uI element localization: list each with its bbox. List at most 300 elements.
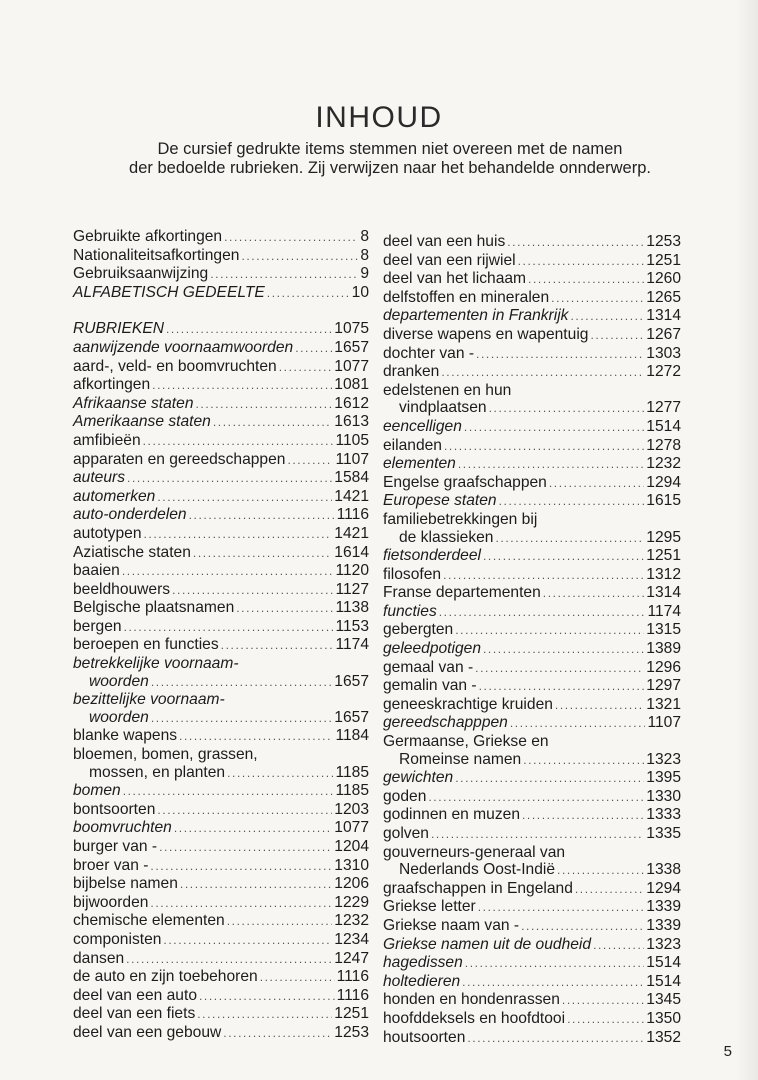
dot-leader: [483, 548, 644, 566]
toc-entry-label: deel van een auto: [73, 986, 197, 1004]
dot-leader: [193, 545, 332, 563]
toc-entry-page: 8: [360, 228, 369, 245]
toc-entry[interactable]: [383, 307, 681, 326]
toc-entry[interactable]: [73, 413, 369, 432]
toc-entry-page: 1234: [334, 930, 369, 948]
toc-entry-page: 1267: [646, 325, 681, 343]
toc-entry-label: Nederlands Oost-Indië: [399, 861, 556, 879]
toc-entry[interactable]: [73, 987, 369, 1006]
toc-entry[interactable]: [383, 806, 681, 825]
toc-gap: [73, 302, 369, 320]
toc-entry-page: 1350: [646, 1009, 681, 1027]
dot-leader: [567, 1011, 644, 1029]
toc-entry-label: houtsoorten: [383, 1028, 466, 1046]
toc-entry-label: deel van een gebouw: [73, 1023, 222, 1041]
toc-entry[interactable]: [383, 991, 681, 1010]
toc-entry[interactable]: [73, 395, 369, 414]
toc-entry-label: hagedissen: [383, 954, 463, 972]
toc-entry[interactable]: [73, 599, 369, 618]
toc-entry-label: gemalin van -: [383, 677, 477, 695]
dot-leader: [260, 969, 335, 987]
toc-entry-label: filosofen: [383, 565, 442, 583]
toc-entry-first-line: familiebetrekkingen bij: [383, 510, 538, 528]
toc-entry[interactable]: [383, 382, 681, 418]
toc-entry-label: automerken: [73, 487, 156, 505]
toc-entry-page: 1335: [646, 825, 681, 842]
toc-entry-label: bomen: [73, 782, 121, 800]
dot-leader: [478, 899, 645, 917]
toc-entry-page: 1315: [646, 621, 681, 639]
toc-entry-page: 1107: [335, 450, 369, 468]
toc-entry[interactable]: [383, 769, 681, 788]
toc-entry-page: 1229: [334, 893, 369, 911]
dot-leader: [475, 660, 644, 678]
dot-leader: [455, 622, 644, 640]
toc-entry-label: dranken: [383, 363, 440, 381]
toc-entry[interactable]: [73, 1024, 369, 1043]
toc-entry[interactable]: [383, 437, 681, 456]
toc-entry-page: 1251: [646, 251, 681, 269]
dot-leader: [172, 582, 333, 600]
toc-entry-page: 1251: [646, 547, 681, 565]
toc-entry[interactable]: [73, 469, 369, 488]
dot-leader: [555, 697, 644, 715]
dot-leader: [593, 937, 644, 955]
dot-leader: [166, 321, 332, 339]
toc-entry-page: 1204: [334, 838, 369, 855]
toc-entry[interactable]: [383, 1029, 681, 1048]
toc-entry[interactable]: [73, 451, 369, 470]
toc-entry-label: auto-onderdelen: [73, 506, 187, 524]
toc-entry-label: Afrikaanse staten: [73, 394, 194, 412]
dot-leader: [479, 678, 645, 696]
dot-leader: [157, 802, 332, 820]
toc-entry-label: woorden: [89, 672, 149, 690]
toc-entry-page: 1277: [646, 399, 681, 417]
toc-entry[interactable]: [383, 363, 681, 382]
toc-entry-label: Romeinse namen: [399, 750, 522, 768]
toc-entry-label: afkortingen: [73, 376, 151, 394]
toc-entry[interactable]: [73, 746, 369, 782]
intro-text: [80, 140, 700, 178]
toc-entry[interactable]: [73, 691, 369, 727]
toc-entry[interactable]: [383, 474, 681, 493]
toc-entry-label: baaien: [73, 562, 120, 580]
toc-entry-page: 1116: [336, 968, 369, 986]
dot-leader: [179, 728, 333, 746]
toc-entry-label: gebergten: [383, 621, 454, 639]
toc-entry[interactable]: [383, 677, 681, 696]
toc-entry[interactable]: [383, 270, 681, 289]
dot-leader: [523, 752, 644, 770]
toc-entry-label: goden: [383, 787, 427, 805]
toc-entry[interactable]: [73, 950, 369, 969]
toc-entry-page: 1295: [646, 528, 681, 546]
toc-entry-label: auteurs: [73, 469, 126, 487]
toc-entry-label: Aziatische staten: [73, 543, 191, 561]
toc-entry[interactable]: [73, 838, 369, 857]
toc-entry-page: 1174: [335, 636, 369, 654]
dot-leader: [199, 988, 335, 1006]
toc-entry-page: 1389: [646, 640, 681, 658]
toc-entry-page: 1321: [646, 695, 681, 713]
dot-leader: [213, 414, 332, 432]
dot-leader: [528, 271, 644, 289]
toc-entry[interactable]: [73, 562, 369, 581]
toc-entry-label: ALFABETISCH GEDEELTE: [73, 283, 265, 301]
toc-entry-page: 1138: [335, 599, 369, 617]
toc-entry-page: 1265: [646, 288, 681, 306]
dot-leader: [521, 918, 644, 936]
toc-entry[interactable]: [73, 488, 369, 507]
toc-entry-label: bijwoorden: [73, 893, 149, 911]
dot-leader: [196, 396, 333, 414]
toc-entry[interactable]: [383, 492, 681, 511]
toc-entry-page: 1077: [334, 357, 369, 375]
toc-entry-page: 10: [351, 283, 369, 301]
toc-entry[interactable]: [73, 376, 369, 395]
dot-leader: [467, 1030, 644, 1048]
toc-entry[interactable]: [73, 819, 369, 838]
toc-entry-label: dochter van -: [383, 344, 475, 362]
toc-entry-page: 1253: [646, 233, 681, 250]
toc-entry-page: 1514: [646, 972, 681, 990]
toc-right-column: [383, 233, 681, 1047]
toc-entry[interactable]: [383, 252, 681, 271]
toc-entry-label: Nationaliteitsafkortingen: [73, 246, 240, 264]
toc-entry-label: bergen: [73, 617, 122, 635]
toc-entry-label: godinnen en muzen: [383, 806, 520, 824]
toc-entry-label: Gebruiksaanwijzing: [73, 265, 209, 283]
dot-leader: [543, 585, 645, 603]
toc-entry-page: 1314: [646, 584, 681, 602]
toc-entry-first-line: betrekkelijke voornaam-: [73, 655, 239, 673]
toc-entry-page: 1395: [646, 769, 681, 787]
toc-entry-label: deel van het lichaam: [383, 270, 527, 288]
toc-entry[interactable]: [73, 875, 369, 894]
toc-entry-page: 1116: [336, 506, 369, 524]
page-title: INHOUD: [315, 101, 443, 134]
toc-entry-page: 1206: [334, 875, 369, 893]
toc-entry-page: 1278: [646, 436, 681, 454]
toc-entry-label: broer van -: [73, 856, 149, 874]
toc-entry-label: mossen, en planten: [89, 763, 226, 781]
toc-entry[interactable]: [383, 733, 681, 769]
toc-entry-page: 1614: [334, 543, 369, 561]
dot-leader: [441, 364, 644, 382]
toc-entry-label: deel van een huis: [383, 233, 506, 250]
toc-entry-label: golven: [383, 825, 429, 842]
toc-entry-page: 1657: [334, 708, 369, 726]
intro-line: De cursief gedrukte items stemmen niet overeen met de namen: [157, 140, 623, 158]
toc-entry-page: 9: [360, 265, 369, 283]
toc-entry-page: 1081: [334, 376, 369, 394]
toc-entry-label: functies: [383, 602, 437, 620]
toc-entry[interactable]: [383, 954, 681, 973]
toc-entry-label: bontsoorten: [73, 800, 156, 818]
toc-entry-page: 1174: [647, 602, 681, 620]
toc-entry-page: 8: [360, 246, 369, 264]
toc-entry[interactable]: [73, 857, 369, 876]
toc-entry-label: honden en hondenrassen: [383, 991, 560, 1009]
toc-entry-page: 1294: [646, 473, 681, 491]
toc-entry-label: deel van een rijwiel: [383, 251, 516, 269]
dot-leader: [180, 876, 332, 894]
toc-entry-label: eilanden: [383, 436, 442, 454]
toc-entry-page: 1184: [335, 727, 369, 745]
toc-entry-label: Griekse letter: [383, 898, 476, 916]
toc-entry-page: 1657: [334, 338, 369, 356]
dot-leader: [224, 229, 358, 247]
toc-entry-label: delfstoffen en mineralen: [383, 288, 550, 306]
dot-leader: [236, 600, 333, 618]
toc-entry-label: departementen in Frankrijk: [383, 307, 569, 325]
dot-leader: [458, 456, 644, 474]
dot-leader: [465, 955, 645, 973]
toc-entry[interactable]: [73, 1005, 369, 1024]
dot-leader: [439, 604, 646, 622]
toc-entry[interactable]: [73, 358, 369, 377]
toc-entry-page: 1185: [335, 782, 369, 800]
toc-entry[interactable]: [383, 844, 681, 880]
toc-entry[interactable]: [73, 581, 369, 600]
dot-leader: [163, 932, 332, 950]
toc-entry-page: 1075: [334, 320, 369, 338]
toc-entry-label: Europese staten: [383, 492, 497, 510]
toc-entry[interactable]: [73, 931, 369, 950]
toc-entry[interactable]: [73, 894, 369, 913]
toc-entry-page: 1613: [334, 413, 369, 431]
toc-entry-label: diverse wapens en wapentuig: [383, 325, 589, 343]
toc-entry-label: Griekse naam van -: [383, 916, 520, 934]
toc-entry[interactable]: [73, 432, 369, 451]
toc-entry[interactable]: [73, 655, 369, 691]
toc-entry[interactable]: [383, 566, 681, 585]
toc-entry[interactable]: [73, 247, 369, 266]
toc-entry[interactable]: [73, 320, 369, 339]
toc-entry-page: 1339: [646, 898, 681, 916]
toc-entry[interactable]: [383, 788, 681, 807]
toc-entry[interactable]: [73, 544, 369, 563]
dot-leader: [549, 475, 644, 493]
toc-entry-page: 1120: [335, 562, 369, 580]
dot-leader: [152, 377, 332, 395]
toc-entry-page: 1203: [334, 800, 369, 818]
dot-leader: [150, 895, 332, 913]
dot-leader: [150, 858, 332, 876]
toc-entry[interactable]: [73, 284, 369, 303]
dot-leader: [557, 862, 644, 880]
toc-entry[interactable]: [383, 696, 681, 715]
toc-entry-label: RUBRIEKEN: [73, 320, 164, 338]
toc-entry[interactable]: [383, 1010, 681, 1029]
toc-entry-page: 1077: [334, 819, 369, 837]
dot-leader: [431, 826, 644, 844]
toc-entry[interactable]: [383, 659, 681, 678]
toc-entry-label: amfibieën: [73, 431, 141, 449]
toc-entry-page: 1272: [646, 363, 681, 381]
toc-entry[interactable]: [383, 418, 681, 437]
toc-entry[interactable]: [383, 973, 681, 992]
toc-entry-page: 1294: [646, 879, 681, 897]
toc-entry-page: 1260: [646, 270, 681, 288]
dot-leader: [241, 248, 358, 266]
toc-entry-page: 1514: [646, 417, 681, 435]
toc-entry-page: 1333: [646, 806, 681, 824]
dot-leader: [267, 285, 350, 303]
toc-entry[interactable]: [383, 621, 681, 640]
toc-entry-label: vindplaatsen: [399, 399, 487, 417]
dot-leader: [279, 359, 333, 377]
dot-leader: [189, 507, 335, 525]
dot-leader: [157, 489, 332, 507]
dot-leader: [151, 674, 332, 692]
dot-leader: [223, 1025, 332, 1043]
dot-leader: [575, 881, 644, 899]
toc-entry-label: elementen: [383, 455, 456, 473]
dot-leader: [143, 433, 334, 451]
toc-entry-page: 1105: [335, 431, 369, 449]
toc-entry-page: 1612: [334, 394, 369, 412]
toc-entry-page: 1232: [646, 455, 681, 473]
toc-entry-page: 1339: [646, 916, 681, 934]
page-number: 5: [723, 1043, 732, 1060]
dot-leader: [197, 1006, 332, 1024]
toc-entry[interactable]: [383, 233, 681, 252]
toc-entry-label: de klassieken: [399, 528, 494, 546]
toc-entry[interactable]: [383, 880, 681, 899]
dot-leader: [123, 783, 334, 801]
toc-entry[interactable]: [73, 727, 369, 746]
toc-entry-page: 1253: [334, 1023, 369, 1041]
toc-entry[interactable]: [383, 289, 681, 308]
toc-entry-page: 1323: [646, 750, 681, 768]
toc-entry-label: Amerikaanse staten: [73, 413, 211, 431]
page-edge-shadow: [736, 0, 758, 1080]
toc-entry-page: 1421: [334, 487, 369, 505]
toc-entry-label: woorden: [89, 708, 149, 726]
dot-leader: [174, 820, 332, 838]
toc-entry-label: Belgische plaatsnamen: [73, 599, 235, 617]
toc-entry-label: autotypen: [73, 524, 142, 542]
toc-entry[interactable]: [383, 455, 681, 474]
toc-entry-label: apparaten en gereedschappen: [73, 450, 286, 468]
toc-entry[interactable]: [383, 511, 681, 547]
toc-entry-first-line: gouverneurs-generaal van: [383, 843, 566, 861]
toc-entry-label: dansen: [73, 949, 125, 967]
toc-entry[interactable]: [73, 228, 369, 247]
toc-entry-page: 1251: [334, 1005, 369, 1023]
toc-entry[interactable]: [383, 603, 681, 622]
toc-entry-page: 1247: [334, 949, 369, 967]
toc-entry[interactable]: [383, 825, 681, 844]
toc-entry-page: 1338: [646, 861, 681, 879]
dot-leader: [476, 346, 644, 364]
dot-leader: [464, 419, 644, 437]
toc-entry-label: aanwijzende voornaamwoorden: [73, 338, 294, 356]
toc-entry-first-line: edelstenen en hun: [383, 381, 512, 399]
dot-leader: [562, 992, 644, 1010]
dot-leader: [510, 715, 646, 733]
dot-leader: [144, 526, 333, 544]
toc-entry[interactable]: [73, 968, 369, 987]
dot-leader: [570, 308, 644, 326]
toc-entry[interactable]: [73, 506, 369, 525]
toc-entry-page: 1615: [646, 492, 681, 510]
toc-entry[interactable]: [383, 640, 681, 659]
dot-leader: [428, 789, 644, 807]
toc-entry-label: Griekse namen uit de oudheid: [383, 935, 592, 953]
dot-leader: [227, 913, 333, 931]
dot-leader: [443, 567, 644, 585]
dot-leader: [551, 290, 644, 308]
toc-entry-label: bijbelse namen: [73, 875, 178, 893]
toc-entry-page: 1330: [646, 787, 681, 805]
toc-entry[interactable]: [73, 339, 369, 358]
toc-entry-label: aard-, veld- en boomvruchten: [73, 357, 277, 375]
dot-leader: [462, 974, 644, 992]
toc-entry-label: deel van een fiets: [73, 1005, 196, 1023]
toc-entry[interactable]: [73, 912, 369, 931]
dot-leader: [507, 234, 644, 252]
toc-entry[interactable]: [383, 714, 681, 733]
dot-leader: [159, 839, 332, 857]
toc-entry[interactable]: [383, 326, 681, 345]
toc-entry[interactable]: [73, 801, 369, 820]
toc-entry[interactable]: [383, 917, 681, 936]
toc-entry-page: 1314: [646, 307, 681, 325]
toc-entry[interactable]: [73, 618, 369, 637]
dot-leader: [590, 327, 644, 345]
toc-entry-page: 1116: [336, 986, 369, 1004]
toc-entry-label: de auto en zijn toebehoren: [73, 968, 258, 986]
dot-leader: [126, 951, 332, 969]
toc-entry-label: boomvruchten: [73, 819, 172, 837]
dot-leader: [489, 400, 645, 418]
toc-entry[interactable]: [383, 936, 681, 955]
toc-entry-label: beeldhouwers: [73, 580, 171, 598]
toc-entry[interactable]: [383, 898, 681, 917]
dot-leader: [495, 530, 644, 548]
toc-entry-page: 1345: [646, 991, 681, 1009]
toc-entry-label: hoofddeksels en hoofdtooi: [383, 1009, 566, 1027]
dot-leader: [227, 765, 333, 783]
dot-leader: [210, 266, 358, 284]
toc-entry[interactable]: [73, 636, 369, 655]
dot-leader: [518, 253, 645, 271]
toc-entry-label: graafschappen in Engeland: [383, 879, 573, 897]
toc-entry-page: 1352: [646, 1028, 681, 1046]
intro-line: der bedoelde rubrieken. Zij verwijzen naar het behandelde onnderwerp.: [129, 159, 651, 177]
toc-entry[interactable]: [383, 547, 681, 566]
toc-entry-page: 1303: [646, 344, 681, 362]
toc-entry[interactable]: [383, 584, 681, 603]
dot-leader: [124, 619, 334, 637]
toc-entry-label: gereedschapppen: [383, 714, 508, 732]
toc-entry[interactable]: [383, 345, 681, 364]
toc-entry[interactable]: [73, 265, 369, 284]
toc-entry-label: geneeskrachtige kruiden: [383, 695, 553, 713]
toc-entry[interactable]: [73, 525, 369, 544]
dot-leader: [483, 641, 644, 659]
toc-entry-first-line: bloemen, bomen, grassen,: [73, 746, 258, 764]
toc-entry-label: gemaal van -: [383, 658, 474, 676]
toc-entry[interactable]: [73, 782, 369, 801]
toc-left-column: [73, 228, 369, 1043]
dot-leader: [151, 710, 332, 728]
toc-entry-page: 1296: [646, 658, 681, 676]
toc-entry-label: chemische elementen: [73, 912, 225, 930]
